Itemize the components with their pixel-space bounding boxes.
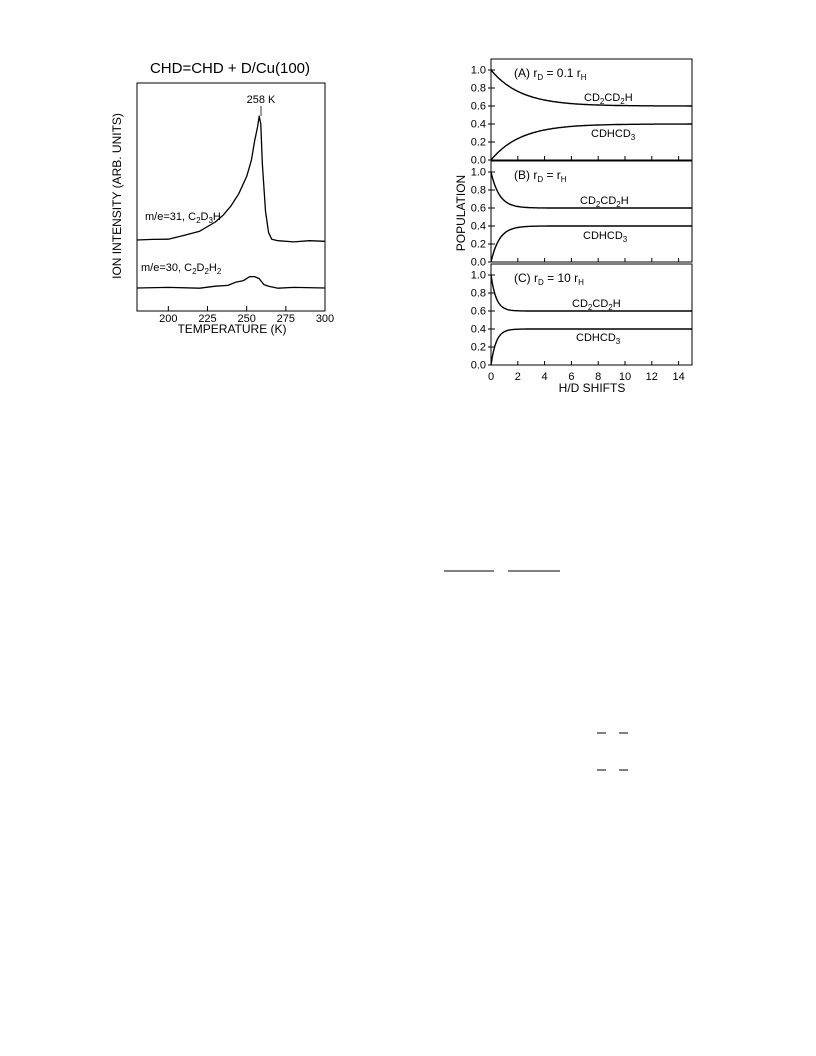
panel-a-lower-label: $CDHCD_3$ xyxy=(591,128,636,142)
panel-y-tick-label: 1.0 xyxy=(470,269,486,282)
tpd-title: CHD=CHD + D/Cu(100) xyxy=(149,60,311,77)
tpd-peak-annotation: 258 K xyxy=(246,94,276,106)
tpd-x-axis-label: TEMPERATURE (K) xyxy=(177,322,287,336)
panel-y-tick-label: 0.0 xyxy=(470,154,486,167)
population-x-tick-label: 12 xyxy=(645,371,658,383)
tpd-x-tick-label: 250 xyxy=(237,313,256,325)
population-x-tick-label: 10 xyxy=(618,371,632,383)
panel-y-tick-label: 1.0 xyxy=(470,166,486,179)
decorative-lines xyxy=(444,571,628,770)
tpd-chart xyxy=(110,60,334,336)
tpd-x-tick-label: 225 xyxy=(198,313,217,325)
population-x-axis-label: H/D SHIFTS xyxy=(558,381,626,395)
population-panel xyxy=(471,161,692,269)
tpd-x-tick-label: 300 xyxy=(315,313,335,325)
panel-y-tick-label: 0.8 xyxy=(470,287,486,300)
tpd-plot-frame xyxy=(137,83,325,311)
panel-c-label: (C) $r_D = 10$ $r_H$ xyxy=(514,271,584,287)
panel-y-tick-label: 0.6 xyxy=(470,202,486,215)
panel-c-upper-label: $CD_2CD_2H$ xyxy=(572,298,621,312)
panel-y-tick-label: 0.6 xyxy=(470,100,486,113)
population-y-axis-label: POPULATION xyxy=(454,174,468,252)
panel-y-tick-label: 0.8 xyxy=(470,184,486,197)
panel-y-tick-label: 0.4 xyxy=(470,220,486,233)
panel-a-upper-label: $CD_2CD_2H$ xyxy=(584,92,633,106)
population-x-tick-label: 8 xyxy=(595,371,602,383)
tpd-x-tick-label: 200 xyxy=(159,313,178,325)
panel-y-tick-label: 0.0 xyxy=(470,256,486,269)
panel-y-tick-label: 0.2 xyxy=(470,341,486,354)
population-panels xyxy=(471,59,692,372)
population-x-tick-label: 6 xyxy=(568,371,575,383)
panel-b-lower-label: $CDHCD_3$ xyxy=(583,230,628,244)
panel-y-tick-label: 0.6 xyxy=(470,305,486,318)
panel-y-tick-label: 0.2 xyxy=(470,136,486,149)
tpd-curve xyxy=(137,277,325,289)
tpd-y-axis-label: ION INTENSITY (ARB. UNITS) xyxy=(110,113,124,279)
tpd-curve xyxy=(137,116,325,242)
panel-a-label: (A) $r_D = 0.1$ $r_H$ xyxy=(514,66,587,82)
population-x-tick-label: 0 xyxy=(487,371,495,383)
panel-y-tick-label: 0.4 xyxy=(470,118,486,131)
panel-c-lower-label: $CDHCD_3$ xyxy=(576,332,621,346)
panel-y-tick-label: 1.0 xyxy=(470,64,486,77)
tpd-series-label-m31: m/e=31, $C_2D_3H$ xyxy=(145,211,221,225)
panel-y-tick-label: 0.0 xyxy=(470,359,486,372)
population-x-tick-label: 2 xyxy=(514,371,521,383)
panel-y-tick-label: 0.4 xyxy=(470,323,486,336)
population-x-tick-label: 4 xyxy=(541,371,548,383)
population-x-tick-label: 14 xyxy=(672,371,685,383)
tpd-series-label-m30: m/e=30, $C_2D_2H_2$ xyxy=(141,262,222,276)
population-chart xyxy=(454,59,692,395)
panel-b-label: (B) $r_D = r_H$ xyxy=(514,168,567,184)
tpd-x-tick-label: 275 xyxy=(276,313,296,325)
panel-y-tick-label: 0.2 xyxy=(470,238,486,251)
panel-b-upper-label: $CD_2CD_2H$ xyxy=(580,195,629,209)
panel-y-tick-label: 0.8 xyxy=(470,82,486,95)
